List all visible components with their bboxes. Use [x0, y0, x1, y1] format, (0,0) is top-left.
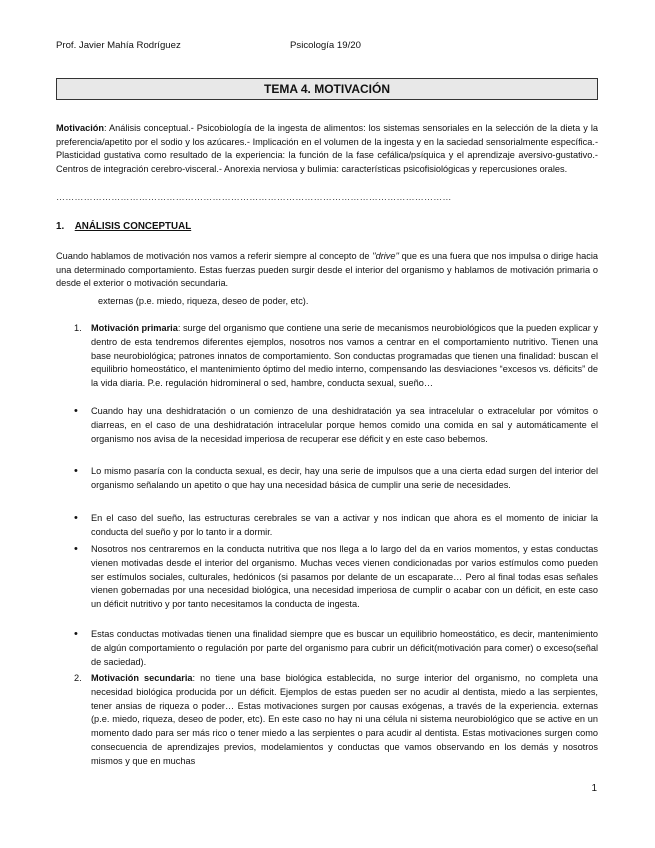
list-item — [74, 405, 598, 446]
intro-text-before: Cuando hablamos de motivación nos vamos a referir siempre al concepto de — [56, 251, 373, 261]
item-text: : surge del organismo que contiene una serie de mecanismos neurobiológicos que la pueden explicar y dentro de esta tendremos diferentes ejemplos, nosotros nos vamos a centrar en el comportamiento nutritivo. Tienen una base neurobiológica; patrones innatos de comportamiento. Son conductas programadas que tienen una finalidad: buscan el equilibrio homeostático, el mantenimiento óptimo del medio interno, compensando las desviaciones “excesos vs. déficits” de la vida diaria. P.e. regulación hidromineral o sed, hambre, conducta sexual, sueño… — [91, 323, 599, 389]
section-heading — [56, 221, 191, 232]
separator-line: ………………………………………………………………………………………………………………… — [56, 192, 452, 202]
intro-paragraph — [56, 250, 598, 291]
list-marker: 2. — [74, 673, 82, 683]
section-title: ANÁLISIS CONCEPTUAL — [74, 221, 192, 232]
summary-label: Motivación — [56, 123, 104, 133]
list-item — [74, 628, 598, 669]
summary-text: : Análisis conceptual.- Psicobiología de la ingesta de alimentos: los sistemas sensoriales en la selección de la dieta y la preferencia/apetito por el sodio y los azúcares.- Implicación en el volumen de la ingesta y en la saciedad sensorialmente específica.- Plasticidad gustativa como resultado de la experiencia: la función de la fase cefálica/psíquica y el aprendizaje aversivo-gustativo.- Centros de integración cerebro-visceral.- Anorexia nerviosa y bulimia: características psicofisiológicas y repercusiones orales. — [56, 123, 598, 175]
section-number: 1. — [56, 221, 65, 232]
list-marker: 1. — [74, 323, 82, 333]
item-text: Lo mismo pasaría con la conducta sexual, es decir, hay una serie de impulsos que a una cierta edad surgen del interior del organismo señalando un apetito o que hay una necesidad básica de cumplir una serie de necesidades. — [91, 466, 598, 490]
summary-paragraph — [56, 122, 598, 177]
bullet-marker: • — [74, 405, 78, 417]
list-item — [74, 672, 598, 769]
page-title: TEMA 4. MOTIVACIÓN — [56, 78, 598, 100]
page-number: 1 — [591, 783, 597, 794]
drive-term: ''drive'' — [372, 251, 400, 261]
item-text: Nosotros nos centraremos en la conducta nutritiva que nos llega a lo largo del da en varios momentos, y estas conductas vienen motivadas desde el interior del organismo. Muchas veces vienen condicionadas por varios estímulos como pueden ser estímulos sociales, culturales, hedónicos (si pasamos por delante de un escaparate… Pero al final todas esas señales vienen gobernadas por una necesidad biológica, una necesidad imperiosa de cumplir o acabar con un déficit, en este caso un déficit nutritivo y por tanto necesitamos la conducta de ingesta. — [91, 544, 598, 610]
item-label: Motivación secundaria — [91, 673, 193, 683]
item-text: En el caso del sueño, las estructuras cerebrales se van a activar y nos indican que ahora es el momento de iniciar la conducta del sueño y por lo tanto ir a dormir. — [91, 513, 598, 537]
list-item — [74, 322, 598, 391]
list-item — [74, 543, 598, 612]
item-text: : no tiene una base biológica establecida, no surge interior del organismo, no completa una necesidad biológica producida por un déficit. Ejemplos de estas pueden ser no acudir al dentista, miedo a las serpientes, tener ansias de riqueza o poder… Estas motivaciones surgen por causas exógenas, a través de la experiencia. externas (p.e. miedo, riqueza, deseo de poder, etc). En este caso no hay ni una célula ni sistema neurobiológico que se active en un momento dado para ser más rico o tener miedo a las serpientes o para acudir al dentista. Estas motivaciones surgen como consecuencia de aprendizajes previos, modelamientos y conductas que vamos observando en los demás y nosotros mismos y que en muchas — [91, 673, 598, 766]
bullet-marker: • — [74, 628, 78, 640]
header-course: Psicología 19/20 — [290, 40, 361, 51]
bullet-marker: • — [74, 543, 78, 555]
item-label: Motivación primaria — [91, 323, 178, 333]
list-item — [74, 465, 598, 493]
list-item — [74, 512, 598, 540]
intro-text-after: que es una fuera que nos impulsa o dirige hacia una determinado comportamiento. Estas fuerzas pueden surgir desde el interior del organismo y hablamos de motivación primaria o desde el exterior o motivación secundaria. — [56, 251, 598, 289]
item-text: Estas conductas motivadas tienen una finalidad siempre que es buscar un equilibrio homeostático, es decir, mantenimiento de algún comportamiento o regulación por parte del organismo para cubrir un déficit(motivación para comer) o exceso(señal de saciedad). — [91, 629, 598, 667]
item-text: Cuando hay una deshidratación o un comienzo de una deshidratación ya sea intracelular o extracelular por vómitos o diarreas, en el caso de una deshidratación intracelular porque hemos comido una comida en sal y automáticamente el organismo nos avisa de la necesidad imperiosa de recuperar ese déficit y en este caso bebemos. — [91, 406, 598, 444]
header-author: Prof. Javier Mahía Rodríguez — [56, 40, 181, 51]
intro-extra-line: externas (p.e. miedo, riqueza, deseo de poder, etc). — [98, 296, 309, 306]
bullet-marker: • — [74, 465, 78, 477]
bullet-marker: • — [74, 512, 78, 524]
